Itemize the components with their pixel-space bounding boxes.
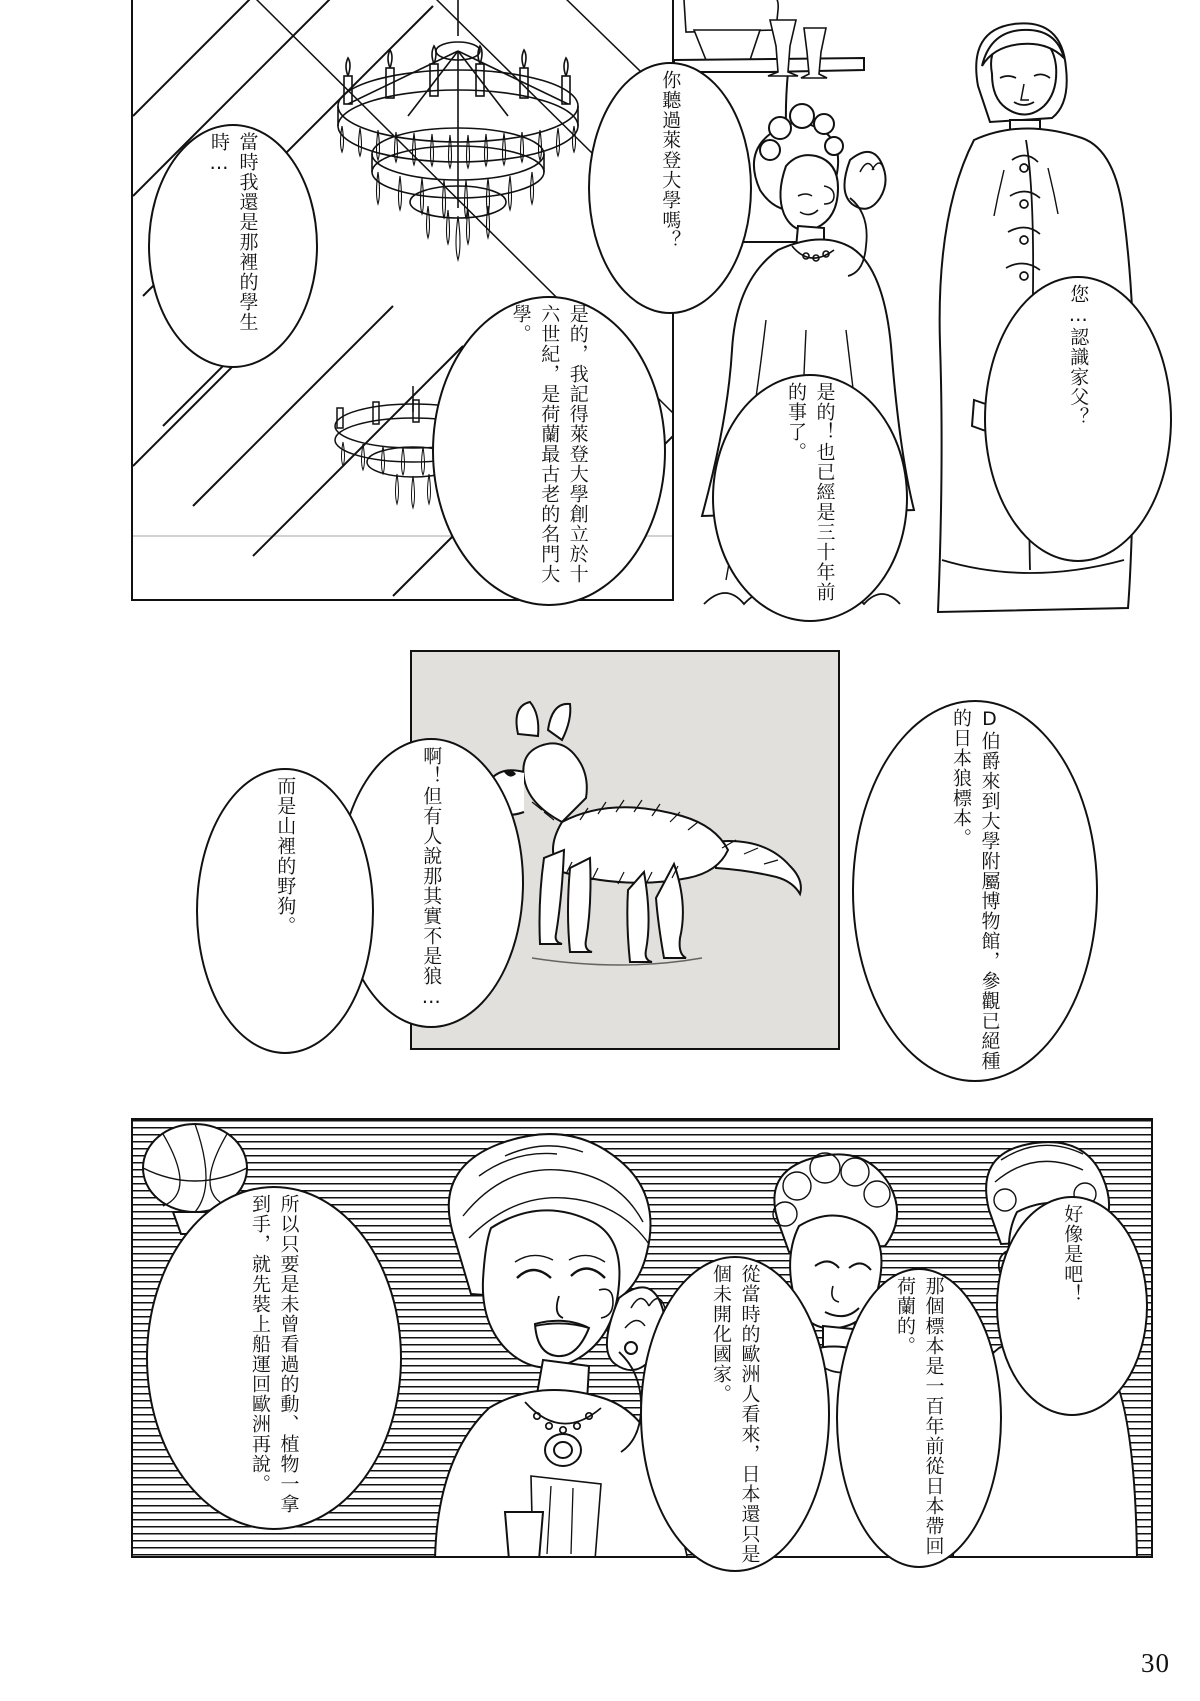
speech-bubble — [996, 1196, 1148, 1416]
speech-text: 是的！也已經是三十年前的事了。 — [785, 382, 836, 602]
speech-text: 好像是吧！ — [1061, 1204, 1084, 1304]
speech-text: 啊！但有人說那其實不是狼… — [420, 746, 443, 1009]
speech-bubble — [432, 296, 666, 606]
speech-text: 你聽過萊登大學嗎？ — [659, 70, 682, 250]
speech-bubble — [148, 124, 318, 368]
speech-text: 您…認識家父？ — [1067, 284, 1090, 427]
speech-text: 而是山裡的野狗。 — [274, 776, 297, 936]
speech-text: 當時我還是那裡的學生時… — [208, 132, 259, 332]
page-number: 30 — [1141, 1648, 1170, 1678]
speech-text: 那個標本是一百年前從日本帶回荷蘭的。 — [894, 1276, 945, 1556]
speech-text: 所以只要是未曾看過的動、植物一拿到手，就先裝上船運回歐洲再說。 — [249, 1194, 300, 1514]
speech-bubble — [712, 374, 908, 622]
speech-bubble — [984, 276, 1172, 562]
speech-bubble — [196, 768, 374, 1054]
speech-bubble — [640, 1256, 830, 1572]
speech-bubble — [588, 62, 752, 314]
speech-bubble — [852, 700, 1098, 1082]
speech-text: D伯爵來到大學附屬博物館，參觀已絕種的日本狼標本。 — [950, 708, 1001, 1071]
speech-bubble — [836, 1268, 1002, 1568]
speech-text: 是的，我記得萊登大學創立於十六世紀，是荷蘭最古老的名門大學。 — [509, 304, 589, 584]
speech-text: 從當時的歐洲人看來，日本還只是個未開化國家。 — [710, 1264, 761, 1564]
speech-bubble — [146, 1186, 402, 1530]
chandelier-icon — [308, 0, 568, 306]
